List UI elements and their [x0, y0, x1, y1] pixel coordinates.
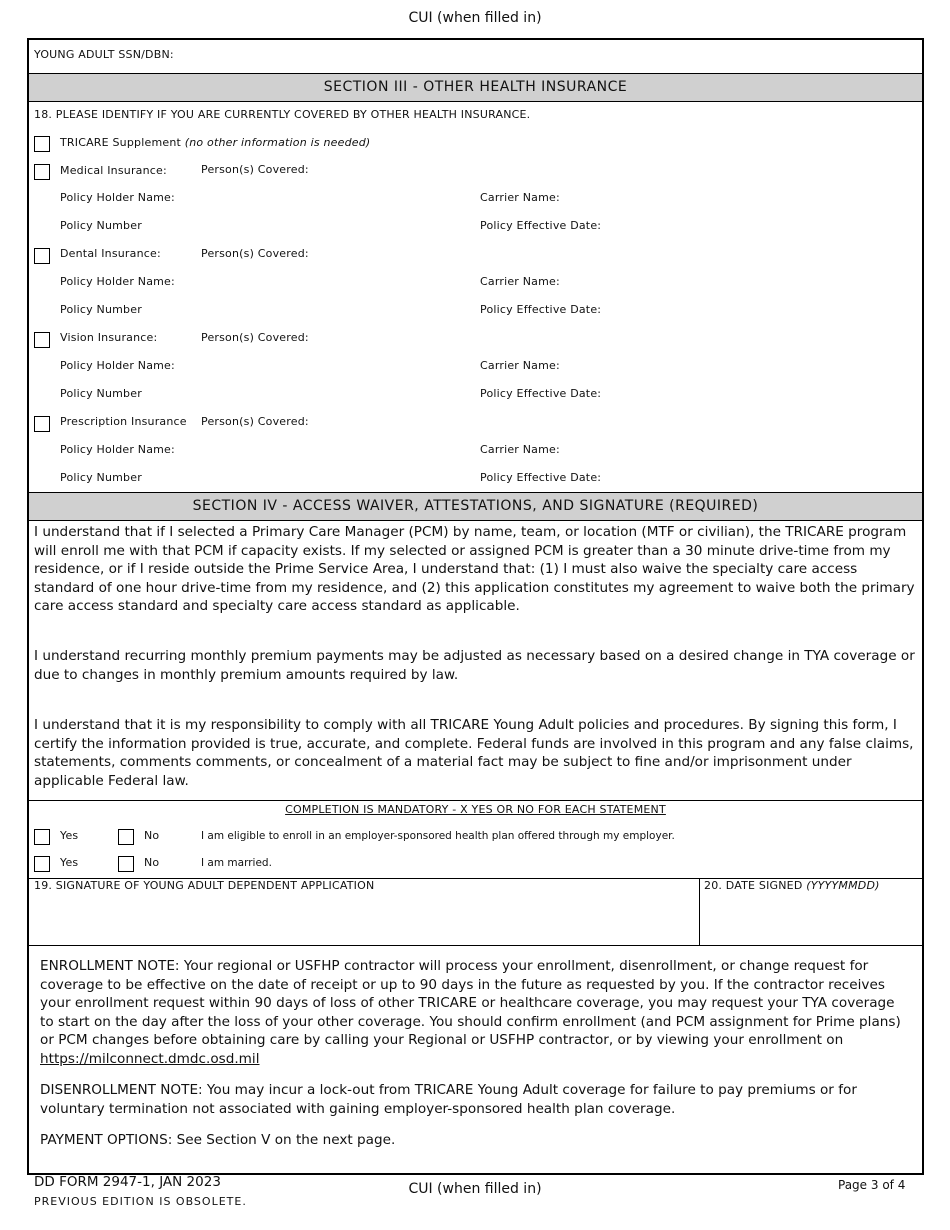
tricare-supplement-label: TRICARE Supplement — [60, 136, 182, 149]
dental-carrier-name-label: Carrier Name: — [480, 275, 560, 288]
statement2-no-checkbox[interactable] — [118, 856, 134, 872]
tricare-supplement-checkbox[interactable] — [34, 136, 50, 152]
divider — [29, 800, 922, 801]
enrollment-note-text: ENROLLMENT NOTE: Your regional or USFHP contractor will process your enrollment, disenrollment, or change request for coverage to be effective on the date of receipt or up to 90 days in the future as requested by you. If the contractor receives your enrollment request within 90 days of loss of other TRICARE or healthcare coverage, you may request your TYA coverage to start on the day after the loss of your other coverage. You should confirm enrollment (and PCM assignment for Prime plans) or PCM changes before obtaining care by calling your Regional or USFHP contractor, or by viewing your enrollment on — [40, 958, 901, 1049]
signature-label: 19. SIGNATURE OF YOUNG ADULT DEPENDENT APPLICATION — [34, 879, 375, 892]
vision-policy-holder-label: Policy Holder Name: — [60, 359, 175, 372]
cui-header: CUI (when filled in) — [408, 10, 542, 26]
prescription-effective-date-label: Policy Effective Date: — [480, 471, 602, 484]
premium-paragraph: I understand recurring monthly premium payments may be adjusted as necessary based on a desired change in TYA coverage or due to changes in monthly premium amounts required by law. — [34, 648, 915, 683]
section4-header: SECTION IV - ACCESS WAIVER, ATTESTATIONS, AND SIGNATURE (REQUIRED) — [29, 492, 922, 521]
mandatory-note: COMPLETION IS MANDATORY - X YES OR NO FOR EACH STATEMENT — [285, 803, 666, 816]
date-signed-row — [704, 879, 880, 892]
vision-persons-covered-label: Person(s) Covered: — [201, 331, 309, 344]
statement1-text: I am eligible to enroll in an employer-sponsored health plan offered through my employer. — [201, 830, 675, 842]
tricare-supplement-note: (no other information is needed) — [184, 136, 371, 149]
obsolete-note: PREVIOUS EDITION IS OBSOLETE. — [34, 1195, 247, 1208]
dental-policy-holder-label: Policy Holder Name: — [60, 275, 175, 288]
question-18: 18. PLEASE IDENTIFY IF YOU ARE CURRENTLY COVERED BY OTHER HEALTH INSURANCE. — [34, 108, 531, 121]
form-page — [27, 38, 924, 1175]
divider — [29, 945, 922, 946]
medical-insurance-label: Medical Insurance: — [60, 164, 167, 177]
dental-policy-number-label: Policy Number — [60, 303, 142, 316]
signature-field[interactable] — [29, 879, 699, 945]
prescription-policy-holder-label: Policy Holder Name: — [60, 443, 175, 456]
prescription-carrier-name-label: Carrier Name: — [480, 443, 560, 456]
dental-effective-date-label: Policy Effective Date: — [480, 303, 602, 316]
statement2-text: I am married. — [201, 857, 272, 869]
dental-insurance-checkbox[interactable] — [34, 248, 50, 264]
prescription-insurance-checkbox[interactable] — [34, 416, 50, 432]
statement2-no-label: No — [144, 856, 160, 869]
vision-carrier-name-label: Carrier Name: — [480, 359, 560, 372]
date-signed-label: 20. DATE SIGNED — [704, 879, 803, 892]
date-format: (YYYYMMDD) — [806, 879, 880, 892]
cui-footer: CUI (when filled in) — [408, 1181, 542, 1197]
tricare-supplement-row — [60, 136, 370, 149]
medical-carrier-name-label: Carrier Name: — [480, 191, 560, 204]
date-signed-field[interactable] — [700, 879, 922, 945]
statement2-yes-checkbox[interactable] — [34, 856, 50, 872]
payment-options: PAYMENT OPTIONS: See Section V on the next page. — [40, 1132, 396, 1148]
vision-policy-number-label: Policy Number — [60, 387, 142, 400]
form-id: DD FORM 2947-1, JAN 2023 — [34, 1174, 221, 1190]
dental-insurance-label: Dental Insurance: — [60, 247, 161, 260]
dental-persons-covered-label: Person(s) Covered: — [201, 247, 309, 260]
attestation-paragraph: I understand that it is my responsibility to comply with all TRICARE Young Adult policies and procedures. By signing this form, I certify the information provided is true, accurate, and complete. Federal funds are involved in this program and any false claims, statements, comments comments, or concealment of a material fact may be subject to fine and/or imprisonment under applicable Federal law. — [34, 717, 914, 789]
medical-policy-number-label: Policy Number — [60, 219, 142, 232]
medical-insurance-checkbox[interactable] — [34, 164, 50, 180]
page-number: Page 3 of 4 — [838, 1178, 906, 1192]
statement1-no-checkbox[interactable] — [118, 829, 134, 845]
ssn-label: YOUNG ADULT SSN/DBN: — [34, 48, 174, 61]
access-waiver-paragraph: I understand that if I selected a Primary Care Manager (PCM) by name, team, or location (MTF or civilian), the TRICARE program will enroll me with that PCM if capacity exists. If my selected or assigned PCM is greater than a 30 minute drive-time from my residence, or if I reside outside the Prime Service Area, I understand that: (1) I must also waive the specialty care access standard of one hour drive-time from my residence, and (2) this application constitutes my agreement to waive both the primary care access standard and specialty care access standard as applicable. — [34, 524, 915, 614]
medical-persons-covered-label: Person(s) Covered: — [201, 163, 309, 176]
statement1-yes-checkbox[interactable] — [34, 829, 50, 845]
vision-insurance-label: Vision Insurance: — [60, 331, 158, 344]
medical-policy-holder-label: Policy Holder Name: — [60, 191, 175, 204]
vision-insurance-checkbox[interactable] — [34, 332, 50, 348]
statement2-yes-label: Yes — [60, 856, 79, 869]
section3-header: SECTION III - OTHER HEALTH INSURANCE — [29, 73, 922, 102]
milconnect-link[interactable]: https://milconnect.dmdc.osd.mil — [40, 1050, 260, 1067]
vision-effective-date-label: Policy Effective Date: — [480, 387, 602, 400]
prescription-policy-number-label: Policy Number — [60, 471, 142, 484]
disenrollment-note: DISENROLLMENT NOTE: You may incur a lock-out from TRICARE Young Adult coverage for failure to pay premiums or for voluntary termination not associated with gaining employer-sponsored health plan coverage. — [40, 1082, 857, 1117]
enrollment-note — [40, 957, 912, 1069]
medical-effective-date-label: Policy Effective Date: — [480, 219, 602, 232]
statement1-no-label: No — [144, 829, 160, 842]
statement1-yes-label: Yes — [60, 829, 79, 842]
prescription-persons-covered-label: Person(s) Covered: — [201, 415, 309, 428]
prescription-insurance-label: Prescription Insurance — [60, 415, 187, 428]
